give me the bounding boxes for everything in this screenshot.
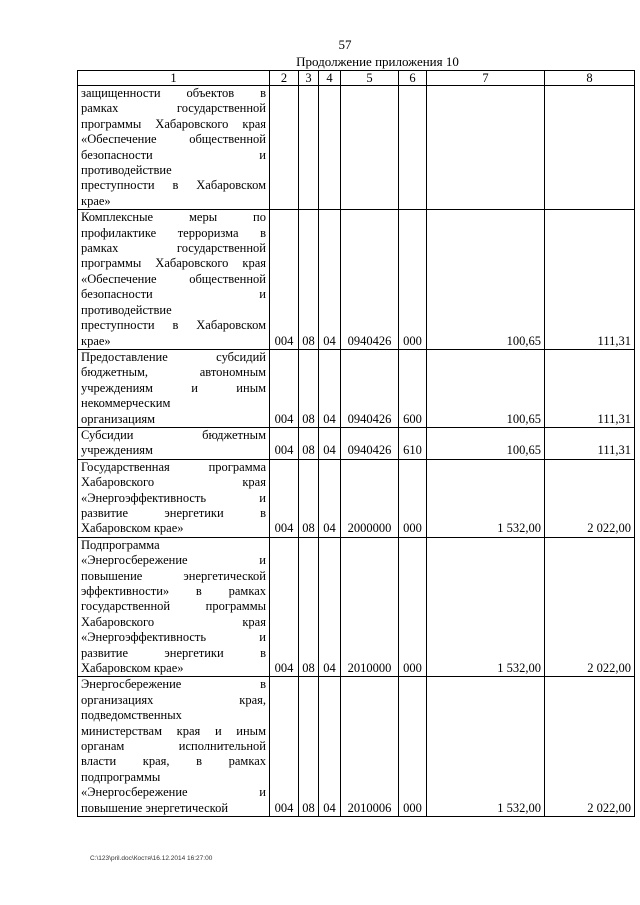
item-name-line: противодействие [81, 302, 172, 317]
item-name-line: власти края, в рамках [81, 754, 266, 769]
item-name-line: Государственная программа [81, 459, 266, 474]
section-code: 08 [299, 459, 319, 537]
item-name-line: государственной программы [81, 599, 266, 614]
item-name-line: Предоставление субсидий [81, 349, 266, 364]
expense-type-code: 610 [399, 427, 427, 459]
amount-year-2: 111,31 [545, 349, 635, 427]
chapter-code: 004 [270, 537, 299, 677]
item-name-line: Хабаровского края [81, 475, 266, 490]
column-header: 3 [299, 71, 319, 86]
target-article-code: 0940426 [341, 349, 399, 427]
item-name-line: Энергосбережение в [81, 677, 266, 692]
amount-year-1: 100,65 [427, 349, 545, 427]
item-name-line: повышение энергетической [81, 800, 229, 815]
column-header: 4 [319, 71, 341, 86]
item-name-line: преступности в Хабаровском [81, 318, 266, 333]
item-name-line: безопасности и [81, 287, 266, 302]
item-name-line: Хабаровском крае» [81, 661, 184, 676]
item-name-line: «Энергоэффективность и [81, 630, 266, 645]
column-header: 7 [427, 71, 545, 86]
item-name-line: безопасности и [81, 147, 266, 162]
table-row [78, 210, 635, 350]
expense-type-code: 000 [399, 677, 427, 817]
amount-year-1: 100,65 [427, 427, 545, 459]
section-code: 08 [299, 677, 319, 817]
table-row [78, 427, 635, 459]
subsection-code: 04 [319, 537, 341, 677]
amount-year-2: 111,31 [545, 427, 635, 459]
item-name-cell [78, 210, 270, 350]
item-name-line: повышение энергетической [81, 568, 266, 583]
amount-year-1 [427, 86, 545, 210]
item-name-line: эффективности» в рамках [81, 584, 266, 598]
target-article-code: 2010006 [341, 677, 399, 817]
chapter-code: 004 [270, 459, 299, 537]
item-name-line: «Обеспечение общественной [81, 132, 266, 147]
section-code [299, 86, 319, 210]
item-name-line: противодействие [81, 163, 172, 178]
subsection-code: 04 [319, 210, 341, 350]
item-name-line: Подпрограмма [81, 537, 160, 552]
expense-type-code: 000 [399, 537, 427, 677]
item-name-line: учреждениям и иным [81, 380, 266, 395]
item-name-line: преступности в Хабаровском [81, 178, 266, 193]
column-header: 6 [399, 71, 427, 86]
section-code: 08 [299, 427, 319, 459]
subsection-code: 04 [319, 427, 341, 459]
chapter-code: 004 [270, 677, 299, 817]
item-name-cell [78, 677, 270, 817]
table-row [78, 459, 635, 537]
subsection-code: 04 [319, 349, 341, 427]
item-name-line: некоммерческим [81, 396, 171, 411]
item-name-line: бюджетным, автономным [81, 365, 266, 380]
table-row [78, 349, 635, 427]
amount-year-2: 111,31 [545, 210, 635, 350]
amount-year-1: 1 532,00 [427, 677, 545, 817]
page-number: 57 [338, 37, 352, 52]
target-article-code: 0940426 [341, 210, 399, 350]
section-code: 08 [299, 349, 319, 427]
expense-type-code: 000 [399, 459, 427, 537]
chapter-code [270, 86, 299, 210]
chapter-code: 004 [270, 349, 299, 427]
item-name-line: программы Хабаровского края [81, 256, 266, 271]
amount-year-2 [545, 86, 635, 210]
item-name-line: развитие энергетики в [81, 645, 266, 660]
target-article-code [341, 86, 399, 210]
amount-year-1: 1 532,00 [427, 537, 545, 677]
item-name-cell [78, 427, 270, 459]
column-header: 2 [270, 71, 299, 86]
item-name-cell [78, 349, 270, 427]
section-code: 08 [299, 210, 319, 350]
column-header: 8 [545, 71, 635, 86]
item-name-line: рамках государственной [81, 101, 266, 116]
item-name-line: «Энергосбережение и [81, 785, 266, 800]
item-name-line: Субсидии бюджетным [81, 427, 266, 442]
item-name-line: организациям [81, 411, 156, 426]
file-path-footer: C:\123\pril.doc\Костя\16.12.2014 16:27:00 [90, 855, 213, 862]
amount-year-1: 1 532,00 [427, 459, 545, 537]
item-name-cell [78, 459, 270, 537]
chapter-code: 004 [270, 210, 299, 350]
item-name-line: крае» [81, 193, 111, 208]
amount-year-2: 2 022,00 [545, 677, 635, 817]
subsection-code [319, 86, 341, 210]
item-name-line: «Энергоэффективность и [81, 490, 266, 505]
item-name-line: подпрограммы [81, 769, 161, 784]
table-header-row [78, 71, 635, 86]
item-name-cell [78, 537, 270, 677]
table-row [78, 86, 635, 210]
table-row [78, 537, 635, 677]
target-article-code: 0940426 [341, 427, 399, 459]
section-code: 08 [299, 537, 319, 677]
item-name-line: Комплексные меры по [81, 210, 266, 225]
expense-type-code: 000 [399, 210, 427, 350]
item-name-cell [78, 86, 270, 210]
continuation-title: Продолжение приложения 10 [296, 54, 459, 69]
item-name-line: органам исполнительной [81, 739, 266, 754]
chapter-code: 004 [270, 427, 299, 459]
subsection-code: 04 [319, 459, 341, 537]
item-name-line: программы Хабаровского края [81, 116, 266, 131]
item-name-line: Хабаровского края [81, 614, 266, 629]
item-name-line: развитие энергетики в [81, 505, 266, 520]
table-row [78, 677, 635, 817]
item-name-line: защищенности объектов в [81, 86, 266, 100]
target-article-code: 2010000 [341, 537, 399, 677]
item-name-line: «Энергосбережение и [81, 553, 266, 568]
target-article-code: 2000000 [341, 459, 399, 537]
item-name-line: рамках государственной [81, 241, 266, 256]
item-name-line: учреждениям [81, 443, 153, 458]
amount-year-2: 2 022,00 [545, 459, 635, 537]
expense-type-code: 600 [399, 349, 427, 427]
column-header: 5 [341, 71, 399, 86]
item-name-line: Хабаровском крае» [81, 521, 184, 536]
column-header: 1 [78, 71, 270, 86]
budget-table [77, 70, 635, 817]
amount-year-1: 100,65 [427, 210, 545, 350]
item-name-line: «Обеспечение общественной [81, 271, 266, 286]
subsection-code: 04 [319, 677, 341, 817]
amount-year-2: 2 022,00 [545, 537, 635, 677]
item-name-line: подведомственных [81, 708, 182, 723]
item-name-line: организациях края, [81, 692, 266, 707]
expense-type-code [399, 86, 427, 210]
item-name-line: крае» [81, 333, 111, 348]
item-name-line: профилактике терроризма в [81, 225, 266, 240]
item-name-line: министерствам края и иным [81, 723, 266, 738]
